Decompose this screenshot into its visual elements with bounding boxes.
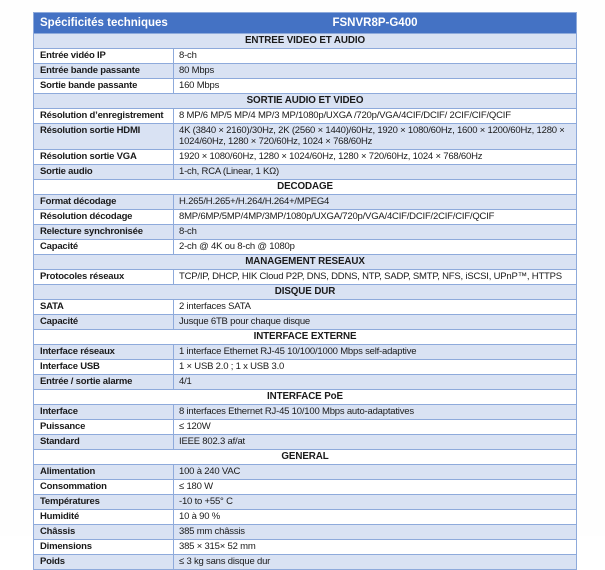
section-title: DECODAGE <box>277 181 333 192</box>
section-title: GENERAL <box>281 451 329 462</box>
spec-row <box>34 164 576 179</box>
spec-value: 4/1 <box>179 376 192 387</box>
spec-label: Entrée vidéo IP <box>34 49 174 63</box>
spec-label: Résolution sortie VGA <box>34 150 174 164</box>
table-title: Spécificités techniques <box>40 17 168 29</box>
spec-label: Interface USB <box>34 360 174 374</box>
spec-row <box>34 554 576 569</box>
spec-label: Sortie bande passante <box>34 79 174 93</box>
spec-label: Résolution d’enregistrement <box>34 109 174 123</box>
spec-row <box>34 48 576 63</box>
spec-value: IEEE 802.3 af/at <box>179 436 245 447</box>
spec-value: 100 à 240 VAC <box>179 466 241 477</box>
section-header-row <box>34 93 576 108</box>
spec-value: 10 à 90 % <box>179 511 220 522</box>
section-header-row <box>34 284 576 299</box>
spec-value: 8-ch <box>179 50 197 61</box>
spec-row <box>34 269 576 284</box>
spec-row <box>34 123 576 149</box>
spec-value: 2 interfaces SATA <box>179 301 251 312</box>
spec-value: 8 interfaces Ethernet RJ-45 10/100 Mbps auto-adaptatives <box>179 406 414 417</box>
spec-label: Châssis <box>34 525 174 539</box>
spec-row <box>34 194 576 209</box>
spec-row <box>34 539 576 554</box>
section-header-row <box>34 254 576 269</box>
spec-label: Consommation <box>34 480 174 494</box>
section-title: DISQUE DUR <box>274 286 336 297</box>
spec-label: Protocoles réseaux <box>34 270 174 284</box>
spec-label: Entrée / sortie alarme <box>34 375 174 389</box>
spec-label: Capacité <box>34 315 174 329</box>
spec-row <box>34 524 576 539</box>
spec-row <box>34 224 576 239</box>
product-model: FSNVR8P-G400 <box>332 17 418 29</box>
section-title: ENTREE VIDEO ET AUDIO <box>244 35 365 46</box>
spec-label: Format décodage <box>34 195 174 209</box>
section-header-row <box>34 329 576 344</box>
spec-label: Entrée bande passante <box>34 64 174 78</box>
spec-label: Interface <box>34 405 174 419</box>
section-title: INTERFACE PoE <box>267 391 343 402</box>
spec-value: H.265/H.265+/H.264/H.264+/MPEG4 <box>179 196 330 207</box>
spec-row <box>34 209 576 224</box>
spec-value: 160 Mbps <box>179 80 220 91</box>
section-header-row <box>34 33 576 48</box>
spec-row <box>34 479 576 494</box>
spec-label: Relecture synchronisée <box>34 225 174 239</box>
spec-label: Sortie audio <box>34 165 174 179</box>
spec-label: Poids <box>34 555 174 569</box>
spec-row <box>34 509 576 524</box>
spec-label: Dimensions <box>34 540 174 554</box>
section-title: SORTIE AUDIO ET VIDEO <box>246 95 364 106</box>
spec-value: 8MP/6MP/5MP/4MP/3MP/1080p/UXGA/720p/VGA/4CIF/DCIF/2CIF/CIF/QCIF <box>179 211 495 222</box>
spec-row <box>34 374 576 389</box>
spec-value: ≤ 3 kg sans disque dur <box>179 556 271 567</box>
spec-row <box>34 63 576 78</box>
spec-value: 1-ch, RCA (Linear, 1 KΩ) <box>179 166 279 177</box>
spec-value: -10 to +55° C <box>179 496 233 507</box>
table-title-row <box>34 13 576 33</box>
spec-row <box>34 314 576 329</box>
section-title: MANAGEMENT RESEAUX <box>245 256 365 267</box>
spec-value: TCP/IP, DHCP, HIK Cloud P2P, DNS, DDNS, NTP, SADP, SMTP, NFS, iSCSI, UPnP™, HTTPS <box>179 271 562 282</box>
spec-label: Températures <box>34 495 174 509</box>
spec-label: Capacité <box>34 240 174 254</box>
spec-value: 4K (3840 × 2160)/30Hz, 2K (2560 × 1440)/60Hz, 1920 × 1080/60Hz, 1600 × 1200/60Hz, 1280 × 1024/60Hz, 1280 × 720/60Hz, 1024 × 768/60Hz <box>179 125 565 147</box>
spec-value: 385 mm châssis <box>179 526 245 537</box>
spec-value: 385 × 315× 52 mm <box>179 541 256 552</box>
spec-row <box>34 434 576 449</box>
spec-row <box>34 108 576 123</box>
spec-value: 2-ch @ 4K ou 8-ch @ 1080p <box>179 241 295 252</box>
spec-label: Interface réseaux <box>34 345 174 359</box>
spec-label: SATA <box>34 300 174 314</box>
spec-row <box>34 464 576 479</box>
spec-value: Jusque 6TB pour chaque disque <box>179 316 310 327</box>
spec-value: 8 MP/6 MP/5 MP/4 MP/3 MP/1080p/UXGA /720p/VGA/4CIF/DCIF/ 2CIF/CIF/QCIF <box>179 110 511 121</box>
section-header-row <box>34 389 576 404</box>
spec-label: Standard <box>34 435 174 449</box>
spec-row <box>34 494 576 509</box>
table-body <box>34 33 576 569</box>
spec-row <box>34 239 576 254</box>
spec-label: Humidité <box>34 510 174 524</box>
spec-table <box>33 12 577 570</box>
spec-label: Résolution décodage <box>34 210 174 224</box>
section-header-row <box>34 179 576 194</box>
spec-value: 1920 × 1080/60Hz, 1280 × 1024/60Hz, 1280 × 720/60Hz, 1024 × 768/60Hz <box>179 151 483 162</box>
spec-row <box>34 299 576 314</box>
spec-label: Puissance <box>34 420 174 434</box>
section-title: INTERFACE EXTERNE <box>253 331 357 342</box>
spec-row <box>34 359 576 374</box>
spec-value: 1 × USB 2.0 ; 1 x USB 3.0 <box>179 361 285 372</box>
spec-value: 8-ch <box>179 226 197 237</box>
spec-label: Alimentation <box>34 465 174 479</box>
spec-row <box>34 419 576 434</box>
spec-label: Résolution sortie HDMI <box>34 124 174 149</box>
section-header-row <box>34 449 576 464</box>
spec-row <box>34 78 576 93</box>
spec-row <box>34 149 576 164</box>
spec-value: ≤ 120W <box>179 421 211 432</box>
spec-value: 1 interface Ethernet RJ-45 10/100/1000 Mbps self-adaptive <box>179 346 417 357</box>
spec-value: 80 Mbps <box>179 65 215 76</box>
spec-row <box>34 344 576 359</box>
spec-row <box>34 404 576 419</box>
spec-value: ≤ 180 W <box>179 481 213 492</box>
